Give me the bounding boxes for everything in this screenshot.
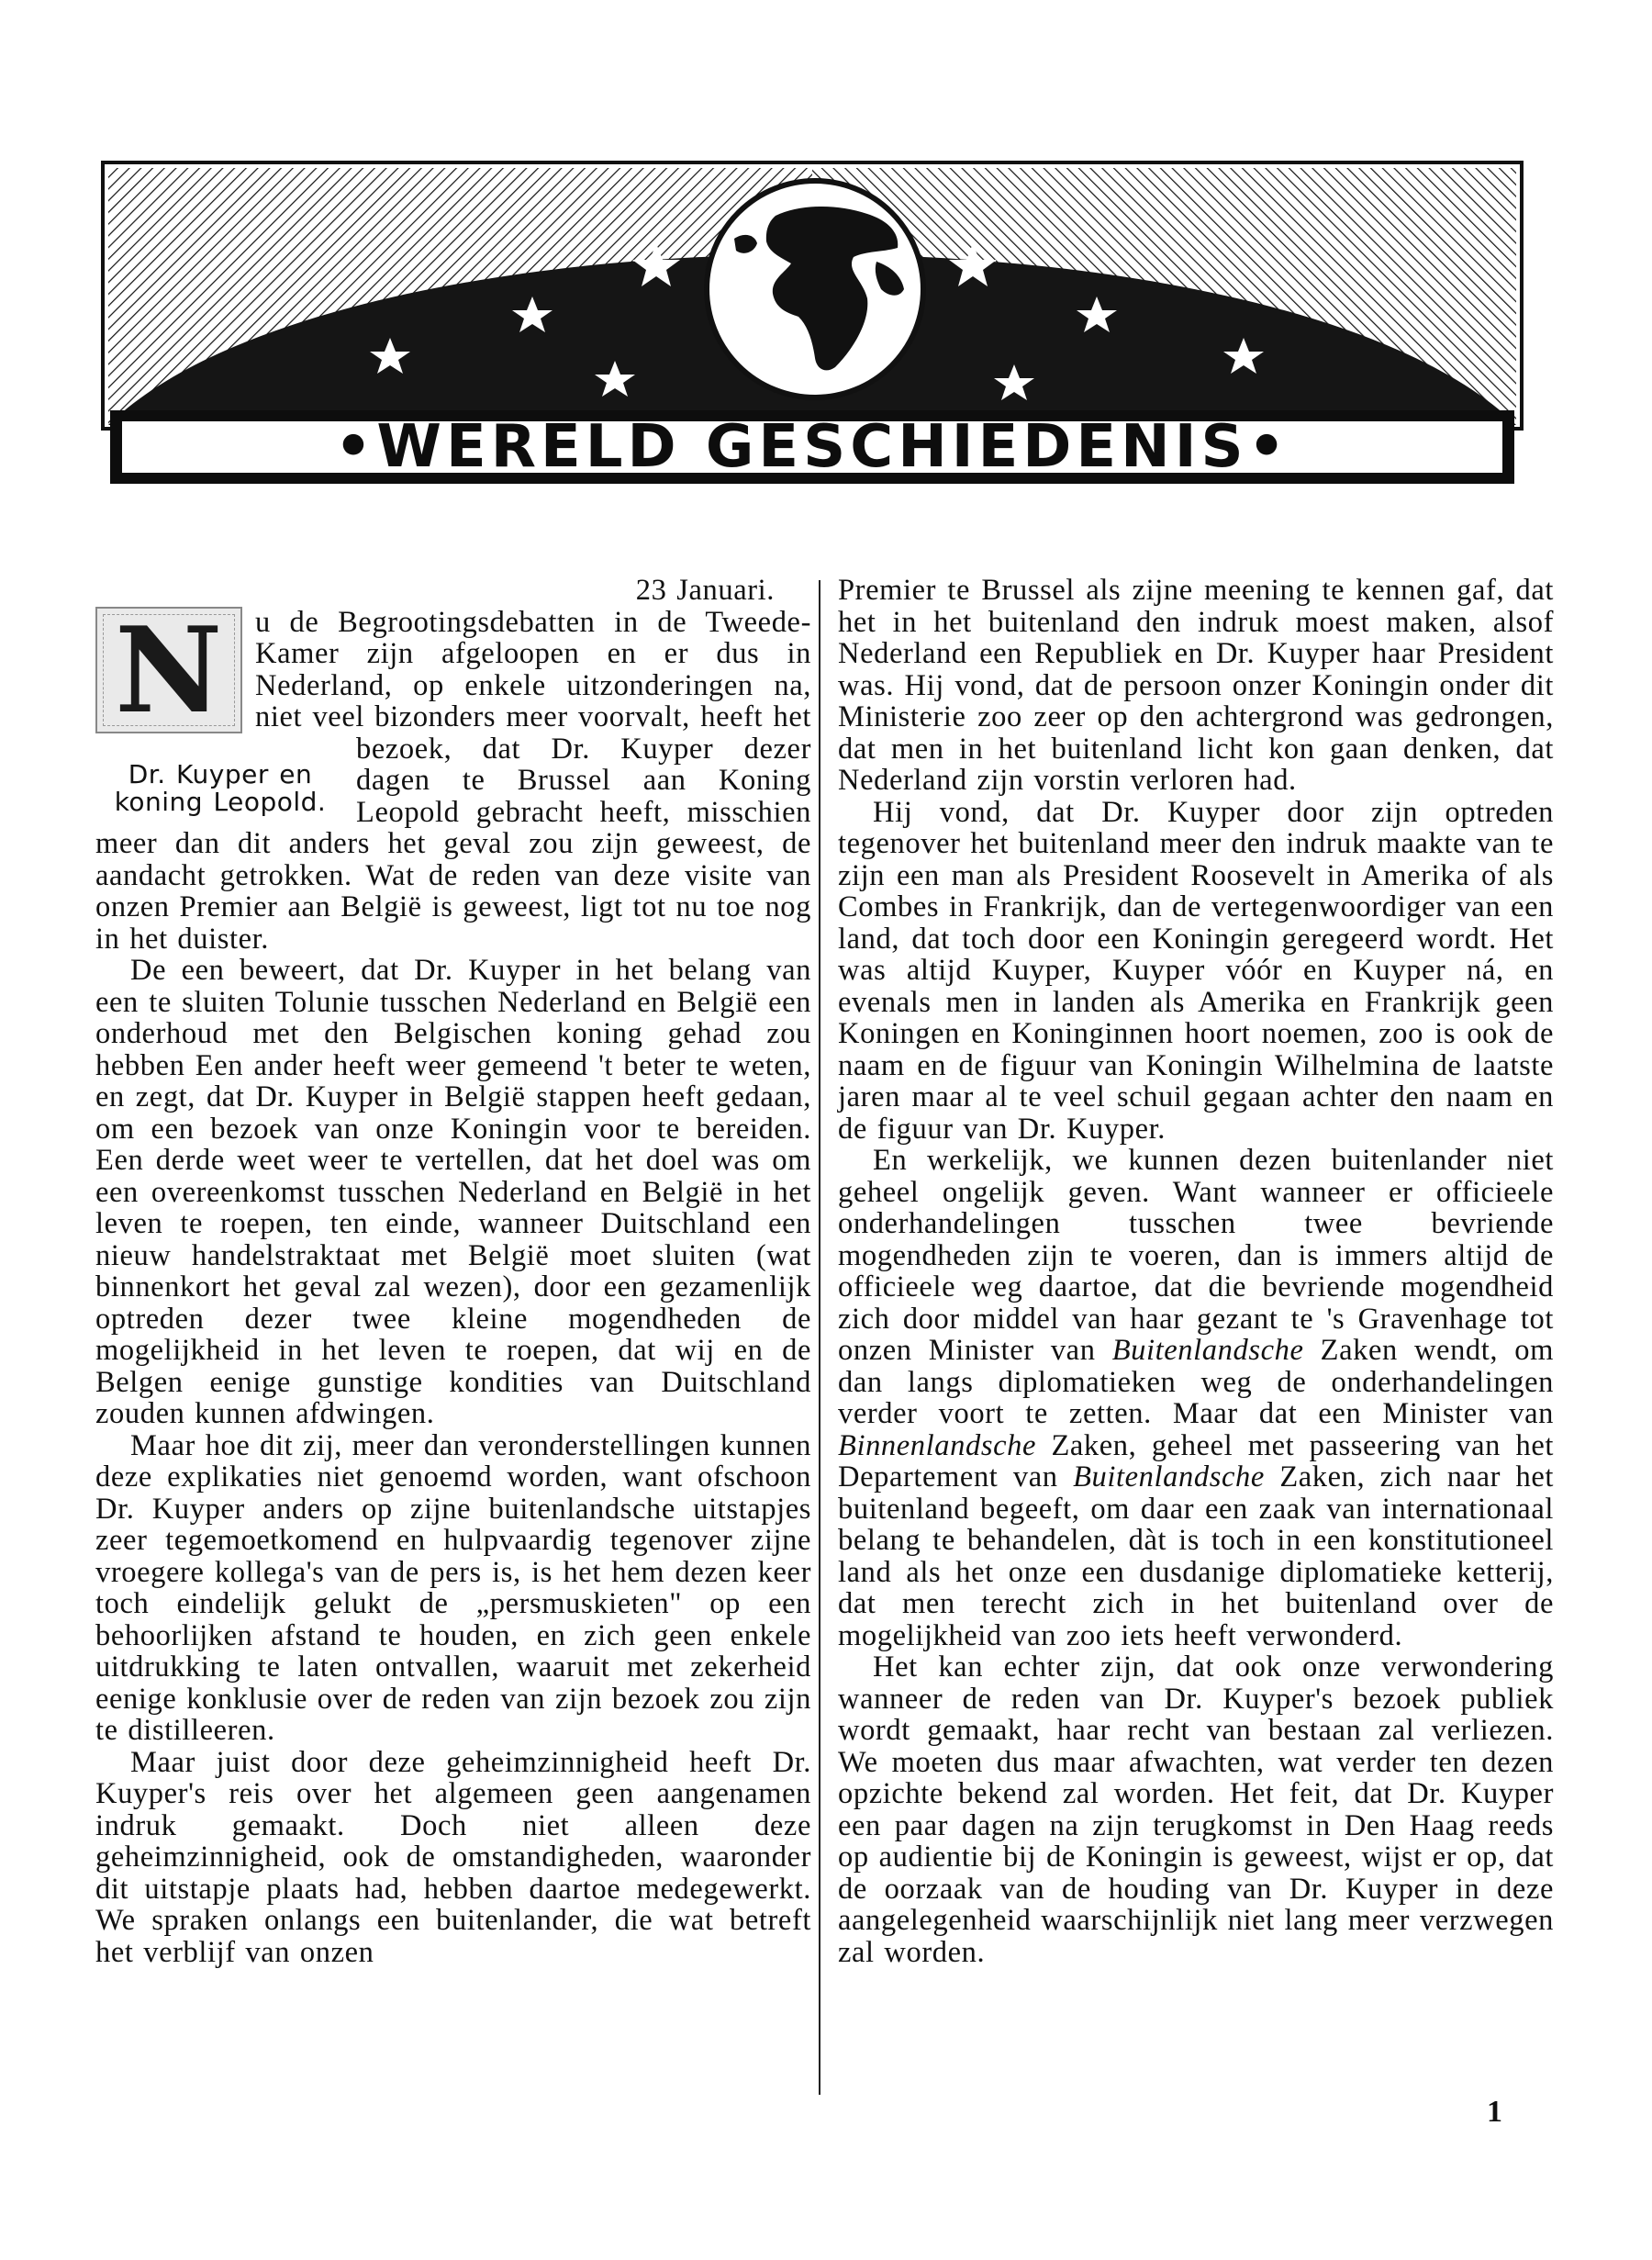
italic-binnenlandsche: Binnenlandsche <box>838 1428 1036 1462</box>
paragraph-5: Premier te Brussel als zijne meening te kennen gaf, dat het in het buitenland den indruk moest maken, alsof Nederland een Republiek en Dr. Kuyper haar President was. Hij vond, dat de persoon onzer Koningin onder dit Ministerie zoo zeer op den achtergrond was gedrongen, dat men in het buitenland licht kon gaan denken, dat Nederland zijn vorstin verloren had. <box>838 574 1554 797</box>
paragraph-6: Hij vond, dat Dr. Kuyper door zijn optreden tegenover het buitenland meer den indruk maakte van te zijn een man als President Roosevelt in Amerika of als Combes in Frankrijk, dan de vertegenwoordiger van een land, dat toch door een Koningin geregeerd wordt. Het was altijd Kuyper, Kuyper vóór en Kuyper ná, en evenals men in landen als Amerika en Frankrijk geen Koningen en Koninginnen hoort noemen, zoo is ook de naam en de figuur van Koningin Wilhelmina de laatste jaren maar al te veel schuil gegaan achter den naam en de figuur van Dr. Kuyper. <box>838 795 1554 1146</box>
masthead-banner <box>110 410 1514 484</box>
masthead <box>101 161 1524 514</box>
paragraph-7: En werkelijk, we kunnen dezen buitenlander niet geheel ongelijk geven. Want wanneer er officieele onderhandelingen tusschen twee bevriende mogendheden zijn te voeren, dan is immers altijd de officieele weg daartoe, dat die bevriende mogendheid zich door middel van haar gezant te 's Gravenhage tot onzen Minister van Buitenlandsche Zaken wendt, om dan langs diplomatieken weg de onderhandelingen verder voort te zetten. Maar dat een Minister van Binnenlandsche Zaken, geheel met passeering van het Departement van Buitenlandsche Zaken, zich naar het buitenland begeeft, om daar een zaak van internationaal belang te behandelen, dàt is toch in een konstitutioneel land als het onze een dusdanige diplomatieke ketterij, dat men terecht zich in het buitenland over de mogelijkheid van zoo iets heeft verwonderd. <box>838 1144 1554 1652</box>
right-column <box>838 575 1554 1968</box>
dropcap-initial <box>95 607 242 733</box>
article-date: 23 Januari. <box>635 574 775 607</box>
column-divider <box>819 580 820 2095</box>
paragraph-1: u de Begrootingsdebatten in de Tweede-Kamer zijn afgeloopen en er dus in Nederland, op enkele uitzonderingen na, niet veel bizonders meer voorvalt, heeft het bezoek, dat Dr. Kuyper dezer dagen te Brussel aan Koning Leopold gebracht heeft, misschien meer dan dit anders het geval zou zijn geweest, de aandacht getrokken. Wat de reden van deze visite van onzen Premier aan België is geweest, ligt tot nu toe nog in het duister. <box>95 605 811 956</box>
masthead-title: •WERELD GESCHIEDENIS• <box>334 413 1290 481</box>
left-column <box>95 575 811 1968</box>
side-heading-line-2: koning Leopold. <box>114 786 327 817</box>
dropcap-letter: N <box>115 606 223 733</box>
paragraph-2: De een beweert, dat Dr. Kuyper in het belang van een te sluiten Tolunie tusschen Nederland en België een onderhoud met den Belgischen koning gehad zou hebben Een ander heeft weer gemeend 't beter te weten, en zegt, dat Dr. Kuyper in België stappen heeft gedaan, om een bezoek van onze Koningin voor te bereiden. Een derde weet weer te vertellen, dat het doel was om een overeenkomst tusschen Nederland en België in het leven te roepen, ten einde, wanneer Duitschland een nieuw handelstraktaat met België moet sluiten (wat binnenkort het geval zal wezen), door een gezamenlijk optreden dezer twee kleine mogendheden de mogelijkheid in het leven te roepen, dat wij en de Belgen eenige gunstige kondities van Duitschland zouden kunnen afdwingen. <box>95 954 811 1430</box>
paragraph-4: Maar juist door deze geheimzinnigheid heeft Dr. Kuyper's reis over het algemeen geen aangenamen indruk gemaakt. Doch niet alleen deze geheimzinnigheid, ook de omstandigheden, waaronder dit uitstapje plaats had, hebben daartoe medegewerkt. We spraken onlangs een buitenlander, die wat betreft het verblijf van onzen <box>95 1745 811 1969</box>
page-number: 1 <box>1487 2095 1502 2129</box>
italic-buitenlandsche-2: Buitenlandsche <box>1073 1460 1265 1494</box>
paragraph-3: Maar hoe dit zij, meer dan veronderstellingen kunnen deze explikaties niet genoemd worden, want ofschoon Dr. Kuyper anders op zijne buitenlandsche uitstapjes zeer tegemoetkomend en hulpvaardig tegenover zijne vroegere kollega's van de pers is, is het hem dezen keer toch eindelijk gelukt de „persmuskieten" op een behoorlijken afstand te houden, en zich geen enkele uitdrukking te laten ontvallen, waaruit met zekerheid eenige konklusie over de reden van zijn bezoek zou zijn te distilleeren. <box>95 1428 811 1747</box>
side-heading <box>95 758 345 817</box>
italic-buitenlandsche-1: Buitenlandsche <box>1111 1334 1304 1367</box>
side-heading-line-1: Dr. Kuyper en <box>128 758 313 789</box>
paragraph-8: Het kan echter zijn, dat ook onze verwondering wanneer de reden van Dr. Kuyper's bezoek publiek wordt gemaakt, haar recht van bestaan zal verliezen. We moeten dus maar afwachten, wat verder ten dezen opzichte bekend zal worden. Het feit, dat Dr. Kuyper een paar dagen na zijn terugkomst in Den Haag reeds op audientie bij de Koningin is geweest, wijst er op, dat de oorzaak van de houding van Dr. Kuyper in deze aangelegenheid waarschijnlijk niet lang meer verzwegen zal worden. <box>838 1650 1554 1969</box>
